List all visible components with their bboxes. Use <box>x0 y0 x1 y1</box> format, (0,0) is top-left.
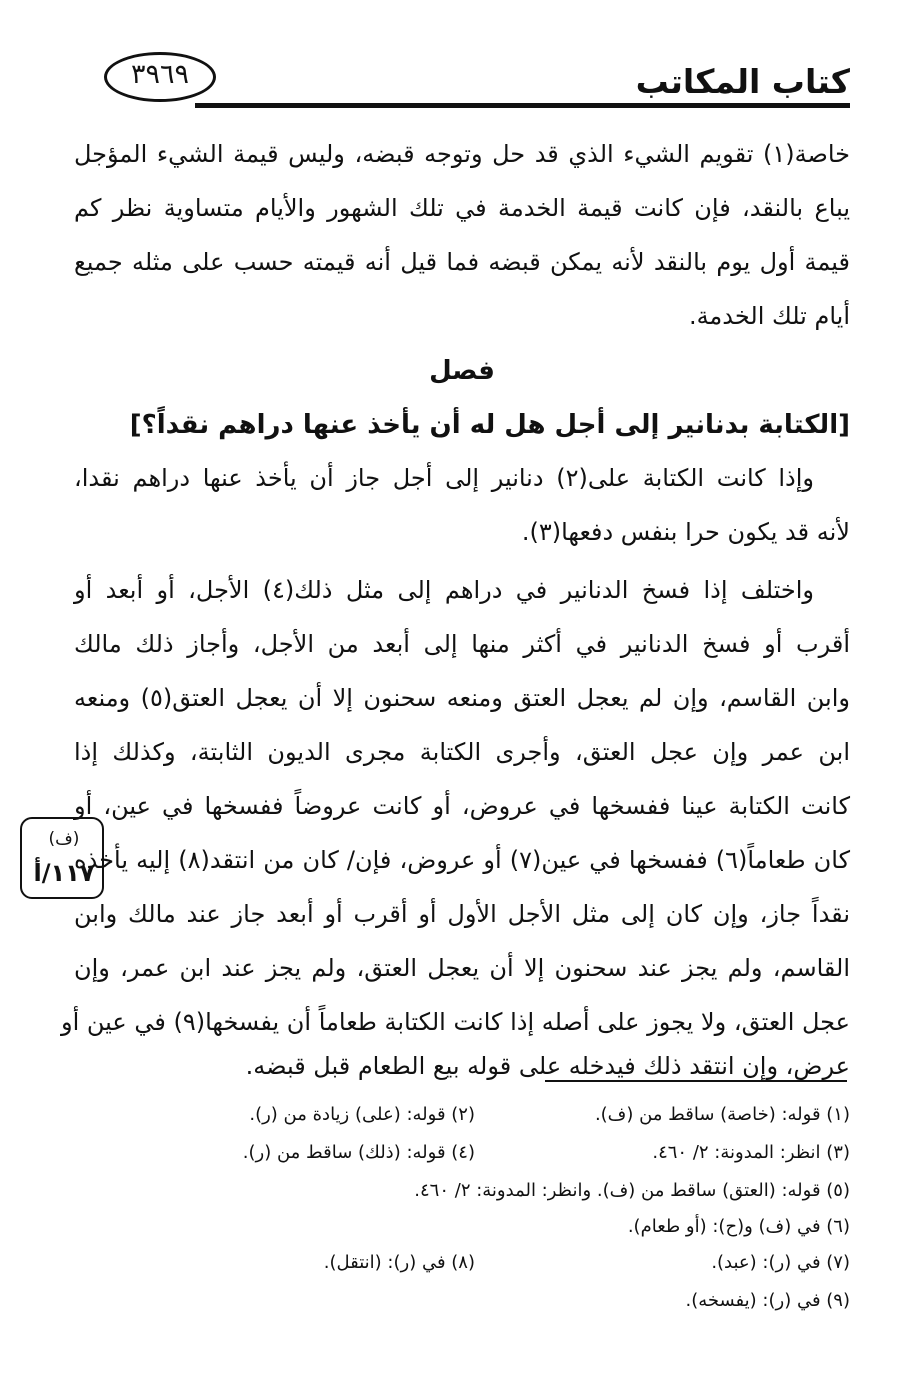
text-line: عرض، وإن انتقد ذلك فيدخله على قوله بيع الطعام قبل قبضه. <box>245 1052 850 1080</box>
footnote: (٤) قوله: (ذلك) ساقط من (ر). <box>242 1142 475 1163</box>
text-line: وابن القاسم، وإن لم يعجل العتق ومنعه سحنون إلا أن يعجل العتق(٥) ومنعه <box>74 684 850 712</box>
footnote: (١) قوله: (خاصة) ساقط من (ف). <box>594 1104 850 1125</box>
text-line: القاسم، ولم يجز عند سحنون إلا أن يعجل العتق، ولم يجز عند ابن عمر، وإن <box>74 954 850 982</box>
book-title: كتاب المكاتب <box>635 62 850 101</box>
text-line: واختلف إذا فسخ الدنانير في دراهم إلى مثل ذلك(٤) الأجل، أو أبعد أو <box>74 576 815 604</box>
footnote: (٩) في (ر): (يفسخه). <box>685 1290 850 1311</box>
footnote: (٧) في (ر): (عبد). <box>711 1252 850 1273</box>
margin-note-source: (ف) <box>48 829 80 849</box>
text-line: يباع بالنقد، فإن كانت قيمة الخدمة في تلك الشهور والأيام متساوية نظر كم <box>74 194 850 222</box>
page-number: ٣٩٦٩ <box>130 59 189 90</box>
margin-note-folio: ١١٧/أ <box>33 859 95 887</box>
footnote: (٢) قوله: (على) زيادة من (ر). <box>249 1104 475 1125</box>
section-heading: فصل <box>429 356 495 386</box>
footnote: (٦) في (ف) و(ح): (أو طعام). <box>627 1216 850 1237</box>
footnote: (٣) انظر: المدونة: ٢/ ٤٦٠. <box>652 1142 850 1163</box>
text-line: كان طعاماً(٦) ففسخها في عين(٧) أو عروض، فإن/ كان من انتقد(٨) إليه يأخذه <box>74 846 851 874</box>
text-line: أقرب أو فسخ الدنانير في أكثر منها إلى أبعد من الأجل، وأجاز ذلك مالك <box>74 630 850 658</box>
text-line: ابن عمر وإن عجل العتق، وأجرى الكتابة مجرى الديون الثابتة، وكذلك إذا <box>74 738 850 766</box>
footnote: (٨) في (ر): (انتقل). <box>323 1252 475 1273</box>
text-line: قيمة أول يوم بالنقد لأنه يمكن قبضه فما قيل أنه قيمته حسب على مثله جميع <box>74 248 850 276</box>
text-line: وإذا كانت الكتابة على(٢) دنانير إلى أجل جاز أن يأخذ عنها دراهم نقدا، <box>74 464 814 492</box>
text-line: نقداً جاز، وإن كان إلى مثل الأجل الأول أو أقرب أو أبعد جاز عند مالك وابن <box>74 900 850 928</box>
text-line: أيام تلك الخدمة. <box>688 302 850 330</box>
header-rule <box>195 103 850 108</box>
section-subheading: [الكتابة بدنانير إلى أجل هل له أن يأخذ عنها دراهم نقداً؟] <box>129 410 850 440</box>
text-line: عجل العتق، ولا يجوز على أصله إذا كانت الكتابة طعاماً أن يفسخها(٩) في عين أو <box>60 1008 850 1036</box>
manuscript-folio-note <box>20 817 104 899</box>
footnote: (٥) قوله: (العتق) ساقط من (ف). وانظر: المدونة: ٢/ ٤٦٠. <box>414 1180 850 1201</box>
footnote-rule <box>545 1080 847 1082</box>
text-line: كانت الكتابة عينا ففسخها في عروض، أو كانت عروضاً ففسخها في عين، أو <box>74 792 850 820</box>
text-line: خاصة(١) تقويم الشيء الذي قد حل وتوجه قبضه، وليس قيمة الشيء المؤجل <box>74 140 850 168</box>
text-line: لأنه قد يكون حرا بنفس دفعها(٣). <box>521 518 850 546</box>
